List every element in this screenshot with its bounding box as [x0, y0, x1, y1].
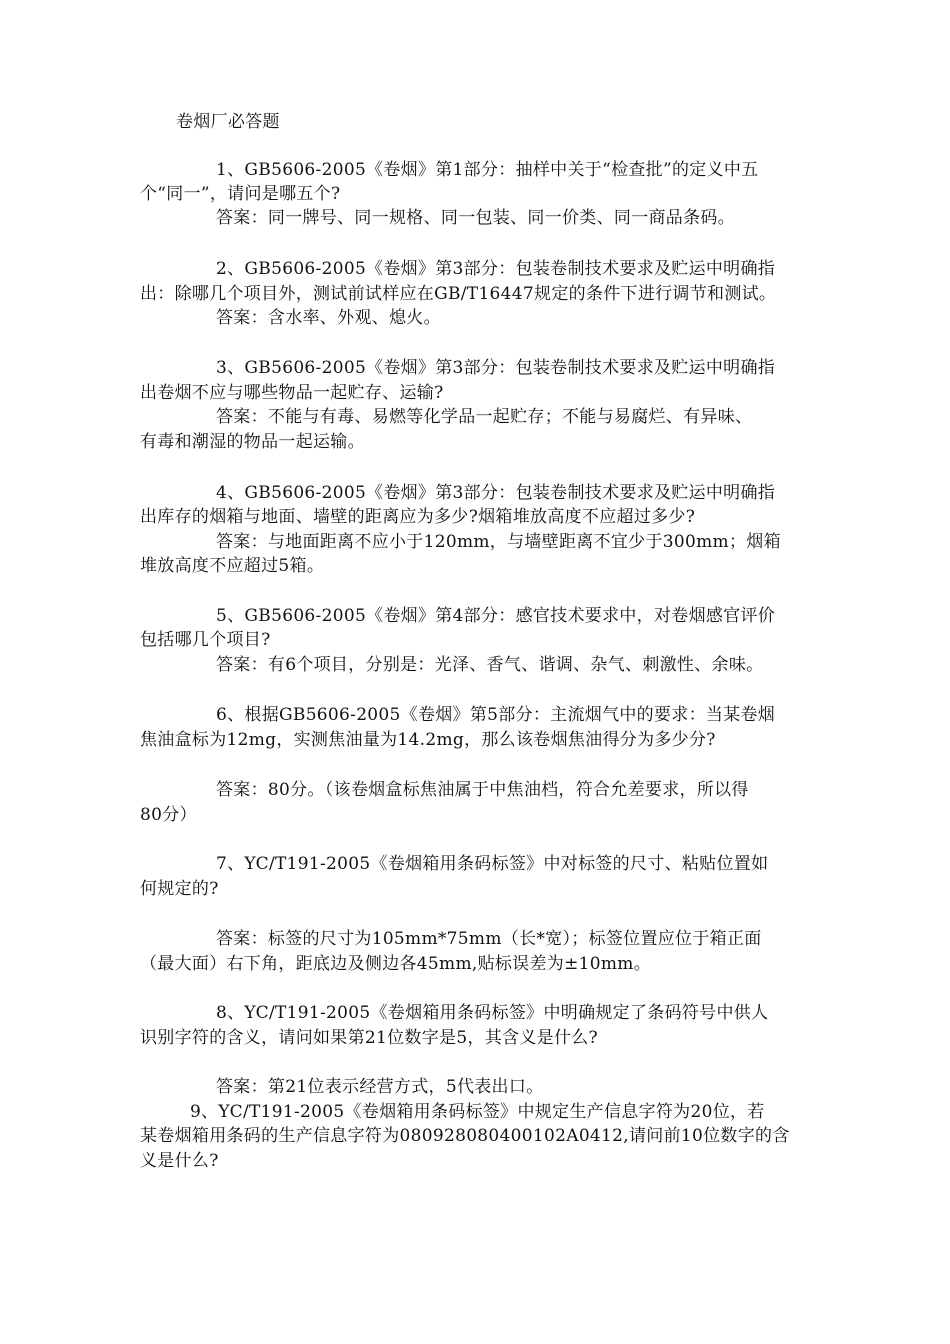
question-1-line-1: 1、GB5606-2005《卷烟》第1部分：抽样中关于“检查批”的定义中五 [216, 160, 759, 180]
answer-6-line-2: 80分） [140, 805, 197, 825]
answer-3-line-2: 有毒和潮湿的物品一起运输。 [140, 432, 365, 452]
answer-8: 答案：第21位表示经营方式，5代表出口。 [216, 1077, 544, 1097]
question-3-line-1: 3、GB5606-2005《卷烟》第3部分：包装卷制技术要求及贮运中明确指 [216, 358, 776, 378]
question-2-line-2: 出：除哪几个项目外，测试前试样应在GB/T16447规定的条件下进行调节和测试。 [140, 284, 777, 304]
answer-1: 答案：同一牌号、同一规格、同一包装、同一价类、同一商品条码。 [216, 208, 735, 228]
answer-2: 答案：含水率、外观、熄火。 [216, 308, 441, 328]
question-7-line-1: 7、YC/T191-2005《卷烟箱用条码标签》中对标签的尺寸、粘贴位置如 [216, 854, 769, 874]
answer-6-line-1: 答案：80分。（该卷烟盒标焦油属于中焦油档，符合允差要求，所以得 [216, 780, 749, 800]
question-5-line-2: 包括哪几个项目? [140, 630, 271, 650]
question-7-line-2: 何规定的? [140, 879, 219, 899]
question-6-line-2: 焦油盒标为12mg，实测焦油量为14.2mg，那么该卷烟焦油得分为多少分? [140, 730, 716, 750]
answer-4-line-1: 答案：与地面距离不应小于120mm，与墙壁距离不宜少于300mm；烟箱 [216, 532, 781, 552]
question-1-line-2: 个“同一”，请问是哪五个? [140, 184, 341, 204]
question-9-line-3: 义是什么? [140, 1151, 219, 1171]
document-title: 卷烟厂必答题 [176, 112, 280, 132]
question-9-line-1: 9、YC/T191-2005《卷烟箱用条码标签》中规定生产信息字符为20位，若 [190, 1102, 765, 1122]
question-8-line-2: 识别字符的含义，请问如果第21位数字是5，其含义是什么? [140, 1028, 598, 1048]
question-3-line-2: 出卷烟不应与哪些物品一起贮存、运输? [140, 383, 444, 403]
answer-7-line-2: （最大面）右下角，距底边及侧边各45mm,贴标误差为±10mm。 [140, 954, 651, 974]
question-6-line-1: 6、根据GB5606-2005《卷烟》第5部分：主流烟气中的要求：当某卷烟 [216, 705, 776, 725]
answer-7-line-1: 答案：标签的尺寸为105mm*75mm（长*宽）；标签位置应位于箱正面 [216, 929, 762, 949]
answer-3-line-1: 答案：不能与有毒、易燃等化学品一起贮存；不能与易腐烂、有异味、 [216, 407, 753, 427]
question-5-line-1: 5、GB5606-2005《卷烟》第4部分：感官技术要求中，对卷烟感官评价 [216, 606, 776, 626]
answer-5: 答案：有6个项目，分别是：光泽、香气、谐调、杂气、刺激性、余味。 [216, 655, 764, 675]
answer-4-line-2: 堆放高度不应超过5箱。 [140, 556, 325, 576]
question-4-line-2: 出库存的烟箱与地面、墙壁的距离应为多少?烟箱堆放高度不应超过多少? [140, 507, 696, 527]
question-4-line-1: 4、GB5606-2005《卷烟》第3部分：包装卷制技术要求及贮运中明确指 [216, 483, 776, 503]
question-2-line-1: 2、GB5606-2005《卷烟》第3部分：包装卷制技术要求及贮运中明确指 [216, 259, 776, 279]
question-8-line-1: 8、YC/T191-2005《卷烟箱用条码标签》中明确规定了条码符号中供人 [216, 1003, 769, 1023]
question-9-line-2: 某卷烟箱用条码的生产信息字符为080928080400102A0412,请问前10位数字的含 [140, 1126, 790, 1146]
